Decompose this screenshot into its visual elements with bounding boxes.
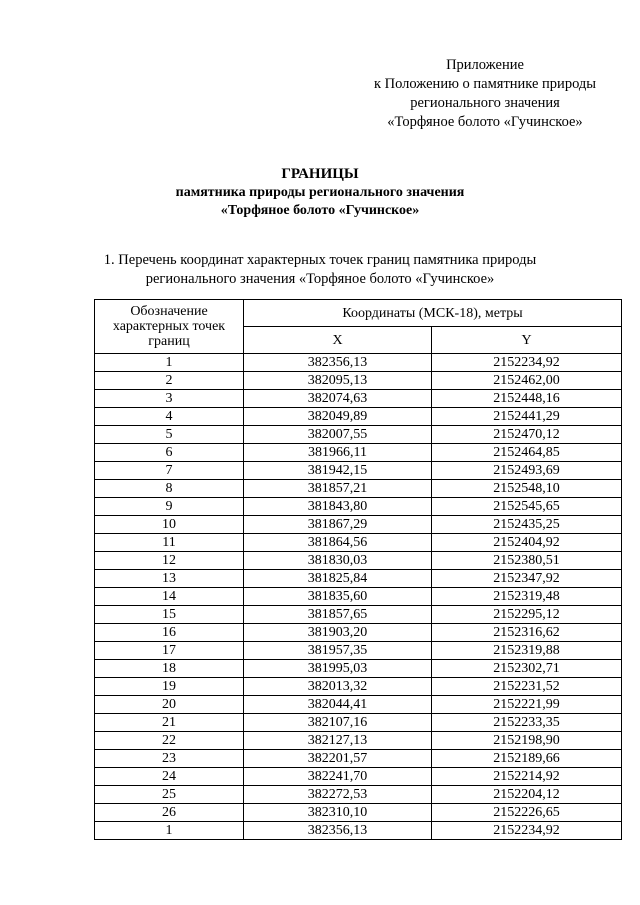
y-coordinate-cell: 2152347,92 bbox=[432, 570, 622, 588]
x-coordinate-cell: 381867,29 bbox=[244, 516, 432, 534]
table-row bbox=[95, 462, 622, 480]
document-title bbox=[0, 164, 640, 220]
point-number-cell: 24 bbox=[95, 768, 244, 786]
point-number-cell: 8 bbox=[95, 480, 244, 498]
table-row bbox=[95, 552, 622, 570]
y-coordinate-cell: 2152234,92 bbox=[432, 822, 622, 840]
y-coordinate-cell: 2152464,85 bbox=[432, 444, 622, 462]
x-coordinate-cell: 382007,55 bbox=[244, 426, 432, 444]
table-row bbox=[95, 372, 622, 390]
x-coordinate-cell: 382127,13 bbox=[244, 732, 432, 750]
point-number-cell: 15 bbox=[95, 606, 244, 624]
table-row bbox=[95, 732, 622, 750]
x-coordinate-cell: 382044,41 bbox=[244, 696, 432, 714]
table-row bbox=[95, 768, 622, 786]
point-number-cell: 5 bbox=[95, 426, 244, 444]
table-row bbox=[95, 516, 622, 534]
point-designation-header: Обозначение характерных точек границ bbox=[95, 300, 244, 354]
table-row bbox=[95, 588, 622, 606]
x-coordinate-cell: 381857,65 bbox=[244, 606, 432, 624]
x-coordinate-cell: 382049,89 bbox=[244, 408, 432, 426]
point-number-cell: 19 bbox=[95, 678, 244, 696]
x-coordinate-cell: 381966,11 bbox=[244, 444, 432, 462]
x-coordinate-cell: 382107,16 bbox=[244, 714, 432, 732]
point-number-cell: 26 bbox=[95, 804, 244, 822]
point-number-cell: 4 bbox=[95, 408, 244, 426]
y-coordinate-cell: 2152226,65 bbox=[432, 804, 622, 822]
x-coordinate-cell: 382074,63 bbox=[244, 390, 432, 408]
y-coordinate-cell: 2152448,16 bbox=[432, 390, 622, 408]
point-number-cell: 23 bbox=[95, 750, 244, 768]
title-line-3: «Торфяное болото «Гучинское» bbox=[220, 203, 420, 218]
y-coordinate-cell: 2152189,66 bbox=[432, 750, 622, 768]
point-number-cell: 9 bbox=[95, 498, 244, 516]
y-coordinate-cell: 2152204,12 bbox=[432, 786, 622, 804]
table-header-row bbox=[95, 300, 622, 327]
x-coordinate-cell: 382241,70 bbox=[244, 768, 432, 786]
table-row bbox=[95, 390, 622, 408]
y-header: Y bbox=[432, 327, 622, 354]
table-row bbox=[95, 696, 622, 714]
x-coordinate-cell: 382201,57 bbox=[244, 750, 432, 768]
x-coordinate-cell: 382272,53 bbox=[244, 786, 432, 804]
table-row bbox=[95, 444, 622, 462]
y-coordinate-cell: 2152234,92 bbox=[432, 354, 622, 372]
table-row bbox=[95, 426, 622, 444]
y-coordinate-cell: 2152214,92 bbox=[432, 768, 622, 786]
y-coordinate-cell: 2152231,52 bbox=[432, 678, 622, 696]
y-coordinate-cell: 2152470,12 bbox=[432, 426, 622, 444]
table-row bbox=[95, 570, 622, 588]
table-row bbox=[95, 408, 622, 426]
point-number-cell: 20 bbox=[95, 696, 244, 714]
y-coordinate-cell: 2152316,62 bbox=[432, 624, 622, 642]
y-coordinate-cell: 2152295,12 bbox=[432, 606, 622, 624]
table-row bbox=[95, 534, 622, 552]
point-number-cell: 12 bbox=[95, 552, 244, 570]
section-heading bbox=[0, 251, 640, 289]
x-coordinate-cell: 381995,03 bbox=[244, 660, 432, 678]
x-coordinate-cell: 382013,32 bbox=[244, 678, 432, 696]
appendix-line: регионального значения bbox=[410, 95, 560, 111]
table-row bbox=[95, 498, 622, 516]
y-coordinate-cell: 2152319,88 bbox=[432, 642, 622, 660]
point-number-cell: 2 bbox=[95, 372, 244, 390]
title-line-2: памятника природы регионального значения bbox=[175, 185, 465, 200]
point-number-cell: 1 bbox=[95, 354, 244, 372]
appendix-header bbox=[340, 56, 630, 132]
point-number-cell: 17 bbox=[95, 642, 244, 660]
section-line-1: 1. Перечень координат характерных точек границ памятника природы bbox=[103, 252, 537, 268]
point-number-cell: 7 bbox=[95, 462, 244, 480]
point-number-cell: 25 bbox=[95, 786, 244, 804]
coordinates-table bbox=[94, 299, 622, 840]
y-coordinate-cell: 2152380,51 bbox=[432, 552, 622, 570]
x-coordinate-cell: 382095,13 bbox=[244, 372, 432, 390]
point-number-cell: 14 bbox=[95, 588, 244, 606]
point-number-cell: 1 bbox=[95, 822, 244, 840]
y-coordinate-cell: 2152198,90 bbox=[432, 732, 622, 750]
y-coordinate-cell: 2152233,35 bbox=[432, 714, 622, 732]
y-coordinate-cell: 2152545,65 bbox=[432, 498, 622, 516]
table-row bbox=[95, 660, 622, 678]
point-number-cell: 6 bbox=[95, 444, 244, 462]
x-header: X bbox=[244, 327, 432, 354]
x-coordinate-cell: 381825,84 bbox=[244, 570, 432, 588]
x-coordinate-cell: 381864,56 bbox=[244, 534, 432, 552]
table-row bbox=[95, 480, 622, 498]
y-coordinate-cell: 2152319,48 bbox=[432, 588, 622, 606]
y-coordinate-cell: 2152462,00 bbox=[432, 372, 622, 390]
table-row bbox=[95, 642, 622, 660]
table-row bbox=[95, 750, 622, 768]
table-row bbox=[95, 354, 622, 372]
x-coordinate-cell: 381857,21 bbox=[244, 480, 432, 498]
x-coordinate-cell: 381843,80 bbox=[244, 498, 432, 516]
table-row bbox=[95, 714, 622, 732]
table-row bbox=[95, 822, 622, 840]
x-coordinate-cell: 381942,15 bbox=[244, 462, 432, 480]
y-coordinate-cell: 2152493,69 bbox=[432, 462, 622, 480]
x-coordinate-cell: 381903,20 bbox=[244, 624, 432, 642]
title-main: ГРАНИЦЫ bbox=[281, 166, 359, 182]
point-number-cell: 21 bbox=[95, 714, 244, 732]
point-number-cell: 11 bbox=[95, 534, 244, 552]
y-coordinate-cell: 2152221,99 bbox=[432, 696, 622, 714]
x-coordinate-cell: 381830,03 bbox=[244, 552, 432, 570]
x-coordinate-cell: 381835,60 bbox=[244, 588, 432, 606]
table-row bbox=[95, 678, 622, 696]
coordinates-header: Координаты (МСК-18), метры bbox=[244, 300, 622, 327]
point-number-cell: 13 bbox=[95, 570, 244, 588]
x-coordinate-cell: 382356,13 bbox=[244, 822, 432, 840]
x-coordinate-cell: 382356,13 bbox=[244, 354, 432, 372]
x-coordinate-cell: 381957,35 bbox=[244, 642, 432, 660]
point-number-cell: 18 bbox=[95, 660, 244, 678]
table-row bbox=[95, 606, 622, 624]
table-body bbox=[95, 354, 622, 840]
section-line-2: регионального значения «Торфяное болото «Гучинское» bbox=[145, 271, 495, 287]
y-coordinate-cell: 2152441,29 bbox=[432, 408, 622, 426]
y-coordinate-cell: 2152435,25 bbox=[432, 516, 622, 534]
appendix-line: Приложение bbox=[446, 57, 524, 73]
point-number-cell: 22 bbox=[95, 732, 244, 750]
point-number-cell: 3 bbox=[95, 390, 244, 408]
y-coordinate-cell: 2152548,10 bbox=[432, 480, 622, 498]
point-number-cell: 10 bbox=[95, 516, 244, 534]
appendix-line: «Торфяное болото «Гучинское» bbox=[387, 114, 583, 130]
y-coordinate-cell: 2152302,71 bbox=[432, 660, 622, 678]
x-coordinate-cell: 382310,10 bbox=[244, 804, 432, 822]
table-row bbox=[95, 624, 622, 642]
point-number-cell: 16 bbox=[95, 624, 244, 642]
table-row bbox=[95, 804, 622, 822]
appendix-line: к Положению о памятнике природы bbox=[373, 76, 597, 92]
y-coordinate-cell: 2152404,92 bbox=[432, 534, 622, 552]
table-row bbox=[95, 786, 622, 804]
